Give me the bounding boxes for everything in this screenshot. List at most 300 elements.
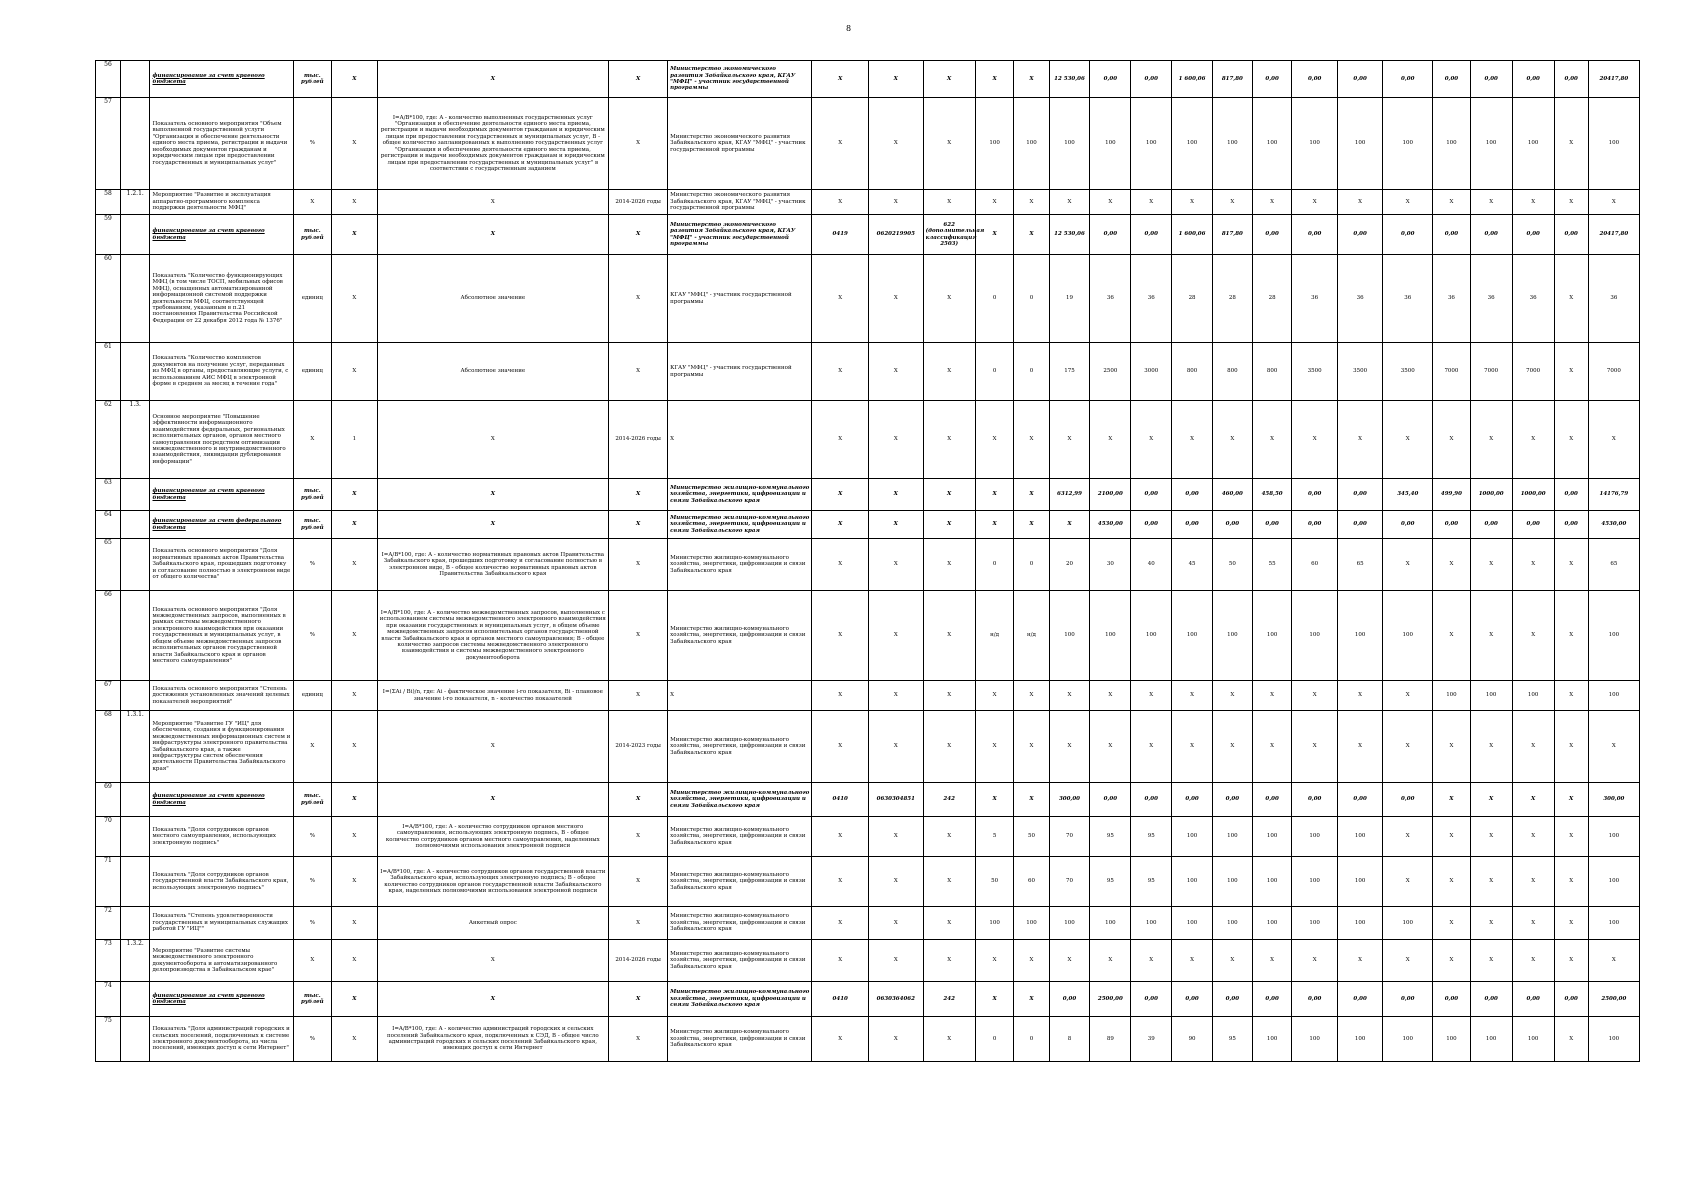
row-method: I=A/B*100, где: A - количество нормативных правовых актов Правительства Забайкальского края, прошедших подготовку и согласование полностью в электронном виде, B - общее количество нормативных правовых актов Правительства Забайкальского края (377, 539, 609, 591)
row-code (120, 857, 150, 907)
row-value: Х (869, 401, 923, 479)
row-value: 0,00 (1337, 982, 1382, 1017)
row-method: Х (377, 511, 609, 539)
row-responsible: Министерство жилищно-коммунального хозяйства, энергетики, цифровизации и связи Забайкальского края (668, 591, 812, 681)
row-value: 0 (975, 1017, 1014, 1062)
row-value: 50 (1213, 539, 1253, 591)
row-value: Х (1014, 511, 1049, 539)
row-flag: Х (332, 711, 377, 783)
row-value: 28 (1252, 255, 1292, 343)
row-value: 2100,00 (1090, 479, 1131, 511)
row-value: Х (1588, 401, 1639, 479)
row-period: Х (609, 982, 668, 1017)
row-value: 100 (1512, 98, 1554, 190)
row-value: 100 (1337, 907, 1382, 940)
row-value: Х (1433, 591, 1470, 681)
row-value: Х (1292, 401, 1337, 479)
row-value: Х (1131, 401, 1172, 479)
row-method: Х (377, 711, 609, 783)
row-value: 100 (1337, 817, 1382, 857)
row-value: 36 (1588, 255, 1639, 343)
row-value: 0,00 (1433, 61, 1470, 98)
row-value: 100 (1213, 817, 1253, 857)
row-value: 36 (1470, 255, 1512, 343)
row-value: Х (1383, 857, 1433, 907)
row-value: 0,00 (1131, 61, 1172, 98)
row-value: 100 (1588, 817, 1639, 857)
row-value: 0,00 (1049, 982, 1090, 1017)
row-responsible: Х (668, 401, 812, 479)
row-value: 100 (1172, 907, 1213, 940)
row-value: Х (1049, 190, 1090, 215)
row-period: Х (609, 907, 668, 940)
row-value: 100 (1131, 591, 1172, 681)
row-value: 0410 (812, 982, 869, 1017)
row-responsible: Министерство жилищно-коммунального хозяйства, энергетики, цифровизации и связи Забайкальского края (668, 479, 812, 511)
row-value: Х (1213, 681, 1253, 711)
row-value: 0,00 (1337, 479, 1382, 511)
row-value: Х (1588, 711, 1639, 783)
row-value: 100 (1090, 591, 1131, 681)
row-value: 0,00 (1172, 479, 1213, 511)
row-value: Х (1090, 190, 1131, 215)
row-value: 36 (1383, 255, 1433, 343)
row-value: 36 (1292, 255, 1337, 343)
row-unit: % (293, 591, 332, 681)
row-value: 100 (1292, 817, 1337, 857)
row-value: 20417,80 (1588, 61, 1639, 98)
row-value: 7000 (1470, 343, 1512, 401)
row-value: 100 (1213, 857, 1253, 907)
row-value: Х (1014, 479, 1049, 511)
row-value: Х (1554, 539, 1588, 591)
row-value: 242 (923, 982, 975, 1017)
row-value: 0,00 (1470, 215, 1512, 255)
row-value: 100 (1433, 681, 1470, 711)
row-value: Х (812, 711, 869, 783)
page-number: 8 (845, 24, 852, 33)
row-value: 100 (1252, 817, 1292, 857)
row-value: 300,00 (1049, 783, 1090, 817)
row-value: 0,00 (1433, 215, 1470, 255)
row-description: Показатель "Количество комплектов документов на получение услуг, переданных из МФЦ в органы, предоставляющие услуги, с использованием АИС МФЦ в электронной форме в среднем за месяц в течение года" (150, 343, 293, 401)
table-row (96, 98, 1640, 190)
row-value: Х (1588, 940, 1639, 982)
row-value: 36 (1131, 255, 1172, 343)
row-method: Х (377, 982, 609, 1017)
row-value: 28 (1213, 255, 1253, 343)
row-value: Х (812, 817, 869, 857)
row-value: Х (1470, 401, 1512, 479)
row-value: 100 (1433, 98, 1470, 190)
row-description: Показатель "Степень удовлетворенности государственных и муниципальных служащих работой ГУ "ИЦ"" (150, 907, 293, 940)
row-value: Х (1470, 711, 1512, 783)
row-value: Х (1512, 907, 1554, 940)
row-value: Х (1433, 711, 1470, 783)
row-value: 60 (1292, 539, 1337, 591)
row-value: Х (812, 190, 869, 215)
row-value: 817,80 (1213, 61, 1253, 98)
row-flag: Х (332, 907, 377, 940)
row-value: 100 (1292, 98, 1337, 190)
row-method: I=A/B*100, где: A - количество межведомственных запросов, выполненных с использованием системы межведомственного электронного взаимодействия при оказании государственных и муниципальных услуг, в общем объеме межведомственных запросов исполнительных органов государственной власти Забайкальского края и органов местного самоуправления; B - общее количество запросов системы межведомственного электронного взаимодействия и системы межведомственного электронного документооборота (377, 591, 609, 681)
row-description: Мероприятие "Развитие ГУ "ИЦ" для обеспечения, создания и функционирования межведомственных информационных систем и инфраструктуры электронного правительства Забайкальского края, а также инфраструктуры систем обеспечения деятельности Правительства Забайкальского края" (150, 711, 293, 783)
row-value: н/д (975, 591, 1014, 681)
row-value: Х (1049, 511, 1090, 539)
row-code (120, 98, 150, 190)
row-value: 55 (1252, 539, 1292, 591)
row-value: Х (1512, 190, 1554, 215)
row-value: 70 (1049, 817, 1090, 857)
row-value: Х (812, 539, 869, 591)
row-value: Х (1090, 681, 1131, 711)
row-value: 0,00 (1337, 61, 1382, 98)
row-value: 0630304851 (869, 783, 923, 817)
table-row (96, 591, 1640, 681)
row-value: 100 (1131, 98, 1172, 190)
row-value: 89 (1090, 1017, 1131, 1062)
row-flag: Х (332, 591, 377, 681)
row-value: 300,00 (1588, 783, 1639, 817)
row-value: Х (1292, 940, 1337, 982)
row-value: Х (1470, 591, 1512, 681)
row-responsible: Министерство жилищно-коммунального хозяйства, энергетики, цифровизации и связи Забайкальского края (668, 817, 812, 857)
row-value: Х (812, 1017, 869, 1062)
row-value: 0 (1014, 343, 1049, 401)
financing-row (96, 215, 1640, 255)
row-value: 0,00 (1433, 511, 1470, 539)
row-value: 622 (дополнительная классификация 2503) (923, 215, 975, 255)
row-value: 0,00 (1554, 511, 1588, 539)
row-value: Х (1049, 401, 1090, 479)
row-description: финансирование за счет краевого бюджета (150, 783, 293, 817)
row-value: 65 (1337, 539, 1382, 591)
row-value: 0,00 (1470, 61, 1512, 98)
row-value: 36 (1512, 255, 1554, 343)
row-value: 2500,00 (1090, 982, 1131, 1017)
row-value: 100 (1252, 907, 1292, 940)
row-value: Х (869, 255, 923, 343)
row-value: Х (1252, 940, 1292, 982)
row-value: Х (975, 982, 1014, 1017)
row-value: 0,00 (1090, 783, 1131, 817)
row-code (120, 343, 150, 401)
row-value: 0,00 (1172, 511, 1213, 539)
row-value: Х (923, 401, 975, 479)
row-value: Х (975, 940, 1014, 982)
row-value: 100 (1383, 591, 1433, 681)
row-number: 69 (96, 783, 121, 817)
row-value: 0,00 (1337, 783, 1382, 817)
row-value: Х (1252, 190, 1292, 215)
row-number: 75 (96, 1017, 121, 1062)
row-value: Х (1014, 61, 1049, 98)
row-value: Х (975, 681, 1014, 711)
row-value: 14176,79 (1588, 479, 1639, 511)
row-period: Х (609, 817, 668, 857)
row-value: Х (1172, 940, 1213, 982)
row-value: 499,90 (1433, 479, 1470, 511)
row-period: Х (609, 591, 668, 681)
row-value: Х (869, 98, 923, 190)
row-value: 70 (1049, 857, 1090, 907)
row-value: 3500 (1383, 343, 1433, 401)
row-unit: % (293, 539, 332, 591)
row-value: Х (1554, 907, 1588, 940)
row-value: Х (812, 401, 869, 479)
row-value: Х (923, 343, 975, 401)
row-value: 0,00 (1252, 61, 1292, 98)
row-value: Х (1172, 711, 1213, 783)
row-code (120, 215, 150, 255)
row-value: Х (975, 190, 1014, 215)
row-value: Х (812, 98, 869, 190)
row-method: I=A/B*100, где: A - количество выполненных государственных услуг "Организация и обеспечение деятельности единого места приема, регистрации и выдачи необходимых документов гражданам и юридическим лицам при предоставлении государственных и муниципальных услуг, B - общее количество запланированных к выполнению государственных услуг "Организация и обеспечение деятельности единого места приема, регистрации и выдачи необходимых документов гражданам и юридическим лицам при предоставлении государственных и муниципальных услуг" в соответствии с государственным заданием (377, 98, 609, 190)
row-number: 60 (96, 255, 121, 343)
row-method: Абсолютное значение (377, 255, 609, 343)
row-value: 100 (1588, 857, 1639, 907)
row-number: 62 (96, 401, 121, 479)
table-row (96, 817, 1640, 857)
row-value: 0,00 (1554, 479, 1588, 511)
row-value: Х (869, 511, 923, 539)
row-responsible: Министерство экономического развития Забайкальского края, КГАУ "МФЦ" - участник государственной программы (668, 61, 812, 98)
row-value: 100 (975, 907, 1014, 940)
row-value: Х (1090, 940, 1131, 982)
row-value: 0,00 (1252, 215, 1292, 255)
row-value: 100 (1470, 1017, 1512, 1062)
row-value: Х (1337, 681, 1382, 711)
row-value: Х (923, 940, 975, 982)
row-value: Х (1383, 190, 1433, 215)
row-value: 100 (1213, 98, 1253, 190)
row-method: Абсолютное значение (377, 343, 609, 401)
row-value: 100 (1172, 98, 1213, 190)
row-flag: Х (332, 511, 377, 539)
row-flag: Х (332, 857, 377, 907)
row-flag: Х (332, 1017, 377, 1062)
row-value: Х (1090, 711, 1131, 783)
row-value: Х (1131, 681, 1172, 711)
row-number: 58 (96, 190, 121, 215)
row-code (120, 539, 150, 591)
row-value: Х (975, 479, 1014, 511)
row-number: 70 (96, 817, 121, 857)
row-value: 0,00 (1512, 61, 1554, 98)
row-period: Х (609, 215, 668, 255)
row-unit: тыс. рублей (293, 61, 332, 98)
row-value: 28 (1172, 255, 1213, 343)
row-value: 242 (923, 783, 975, 817)
row-value: Х (869, 1017, 923, 1062)
row-value: Х (869, 940, 923, 982)
row-value: 345,40 (1383, 479, 1433, 511)
row-value: 90 (1172, 1017, 1213, 1062)
row-value: 0,00 (1292, 982, 1337, 1017)
row-flag: Х (332, 98, 377, 190)
row-flag: Х (332, 982, 377, 1017)
row-period: Х (609, 61, 668, 98)
row-value: Х (1172, 681, 1213, 711)
row-value: 100 (1172, 817, 1213, 857)
table-row (96, 907, 1640, 940)
row-code: 1.3.2. (120, 940, 150, 982)
table-row (96, 681, 1640, 711)
row-value: 100 (1172, 591, 1213, 681)
row-value: 0620219905 (869, 215, 923, 255)
row-value: 100 (1292, 591, 1337, 681)
row-value: 1 600,06 (1172, 215, 1213, 255)
row-unit: % (293, 907, 332, 940)
row-number: 65 (96, 539, 121, 591)
row-value: 0,00 (1213, 783, 1253, 817)
row-value: 0,00 (1131, 982, 1172, 1017)
row-flag: Х (332, 940, 377, 982)
row-value: 36 (1433, 255, 1470, 343)
row-value: Х (1292, 190, 1337, 215)
row-value: 0,00 (1292, 479, 1337, 511)
row-value: 1 600,06 (1172, 61, 1213, 98)
row-value: 100 (1213, 591, 1253, 681)
row-value: Х (923, 1017, 975, 1062)
row-value: 100 (1433, 1017, 1470, 1062)
row-value: Х (1213, 190, 1253, 215)
row-value: 100 (1512, 1017, 1554, 1062)
row-value: 0,00 (1090, 215, 1131, 255)
row-value: Х (1554, 190, 1588, 215)
row-value: Х (1014, 215, 1049, 255)
row-value: Х (1588, 190, 1639, 215)
row-value: 100 (1337, 1017, 1382, 1062)
row-value: 0,00 (1172, 982, 1213, 1017)
table-body (96, 61, 1640, 1062)
table-row (96, 343, 1640, 401)
row-number: 63 (96, 479, 121, 511)
row-value: 0,00 (1383, 61, 1433, 98)
row-value: Х (1470, 940, 1512, 982)
row-value: 0,00 (1131, 783, 1172, 817)
table-row (96, 255, 1640, 343)
row-value: Х (1433, 857, 1470, 907)
financing-row (96, 61, 1640, 98)
row-value: 3500 (1292, 343, 1337, 401)
row-method: I=A/B*100, где: A - количество администраций городских и сельских поселений Забайкальского края, подключенных к СЭД, B - общее число администраций городских и сельских поселений Забайкальского края, имеющих доступ к сети Интернет (377, 1017, 609, 1062)
row-value: 65 (1588, 539, 1639, 591)
row-responsible: Министерство жилищно-коммунального хозяйства, энергетики, цифровизации и связи Забайкальского края (668, 711, 812, 783)
row-responsible: Министерство жилищно-коммунального хозяйства, энергетики, цифровизации и связи Забайкальского края (668, 857, 812, 907)
row-value: Х (1512, 940, 1554, 982)
row-value: 0,00 (1554, 61, 1588, 98)
row-value: Х (1433, 783, 1470, 817)
row-value: 100 (1588, 1017, 1639, 1062)
row-value: Х (1383, 940, 1433, 982)
program-table (95, 60, 1640, 1062)
row-flag: Х (332, 783, 377, 817)
row-responsible: Министерство жилищно-коммунального хозяйства, энергетики, цифровизации и связи Забайкальского края (668, 907, 812, 940)
row-period: Х (609, 681, 668, 711)
row-method: Х (377, 940, 609, 982)
row-value: 100 (1588, 907, 1639, 940)
row-value: Х (923, 511, 975, 539)
row-value: 0,00 (1470, 982, 1512, 1017)
row-code (120, 479, 150, 511)
row-method: Х (377, 479, 609, 511)
row-value: 4530,00 (1588, 511, 1639, 539)
row-code (120, 681, 150, 711)
row-value: 7000 (1433, 343, 1470, 401)
row-unit: Х (293, 711, 332, 783)
row-value: Х (1433, 539, 1470, 591)
row-code (120, 817, 150, 857)
row-number: 61 (96, 343, 121, 401)
row-value: Х (869, 61, 923, 98)
row-value: Х (923, 907, 975, 940)
row-unit: Х (293, 190, 332, 215)
row-value: 3000 (1131, 343, 1172, 401)
row-value: Х (812, 907, 869, 940)
financing-row (96, 783, 1640, 817)
row-period: Х (609, 343, 668, 401)
row-responsible: Министерство жилищно-коммунального хозяйства, энергетики, цифровизации и связи Забайкальского края (668, 940, 812, 982)
row-value: 95 (1090, 817, 1131, 857)
row-value: 100 (1252, 591, 1292, 681)
row-method: I=(ΣAi / Bi)/n, где: Ai - фактическое значение i-го показателя, Bi - плановое значение i-го показателя, n - количество показателей (377, 681, 609, 711)
row-value: 7000 (1512, 343, 1554, 401)
row-flag: Х (332, 539, 377, 591)
row-number: 67 (96, 681, 121, 711)
row-value: 100 (1049, 591, 1090, 681)
row-method: Анкетный опрос (377, 907, 609, 940)
row-responsible: Министерство жилищно-коммунального хозяйства, энергетики, цифровизации и связи Забайкальского края (668, 511, 812, 539)
row-value: Х (1433, 940, 1470, 982)
row-code (120, 907, 150, 940)
row-number: 72 (96, 907, 121, 940)
row-value: 0 (975, 343, 1014, 401)
row-value: Х (1554, 98, 1588, 190)
row-value: Х (1512, 857, 1554, 907)
row-value: 30 (1090, 539, 1131, 591)
row-number: 71 (96, 857, 121, 907)
row-value: 7000 (1588, 343, 1639, 401)
row-value: Х (1512, 591, 1554, 681)
row-value: 0,00 (1292, 61, 1337, 98)
row-method: I=A/B*100, где: A - количество сотрудников органов местного самоуправления, использующих электронную подпись, B - общее количество сотрудников органов местного самоуправления, наделенных полномочиями использования электронной подписи (377, 817, 609, 857)
row-value: 0,00 (1292, 215, 1337, 255)
row-value: 95 (1213, 1017, 1253, 1062)
row-value: 100 (1337, 591, 1382, 681)
row-value: Х (1131, 190, 1172, 215)
row-value: Х (1470, 539, 1512, 591)
row-flag: Х (332, 479, 377, 511)
row-responsible: Министерство жилищно-коммунального хозяйства, энергетики, цифровизации и связи Забайкальского края (668, 783, 812, 817)
row-value: 19 (1049, 255, 1090, 343)
row-value: 800 (1213, 343, 1253, 401)
row-value: 100 (975, 98, 1014, 190)
row-value: Х (1014, 681, 1049, 711)
row-value: Х (1292, 681, 1337, 711)
row-value: Х (1049, 940, 1090, 982)
row-value: 817,80 (1213, 215, 1253, 255)
row-method: Х (377, 215, 609, 255)
row-value: 0,00 (1213, 982, 1253, 1017)
row-value: 0,00 (1213, 511, 1253, 539)
row-value: Х (1554, 401, 1588, 479)
row-value: 50 (1014, 817, 1049, 857)
row-code (120, 982, 150, 1017)
row-responsible: Министерство экономического развития Забайкальского края, КГАУ "МФЦ" - участник государственной программы (668, 190, 812, 215)
row-value: 20417,80 (1588, 215, 1639, 255)
row-value: Х (1014, 940, 1049, 982)
